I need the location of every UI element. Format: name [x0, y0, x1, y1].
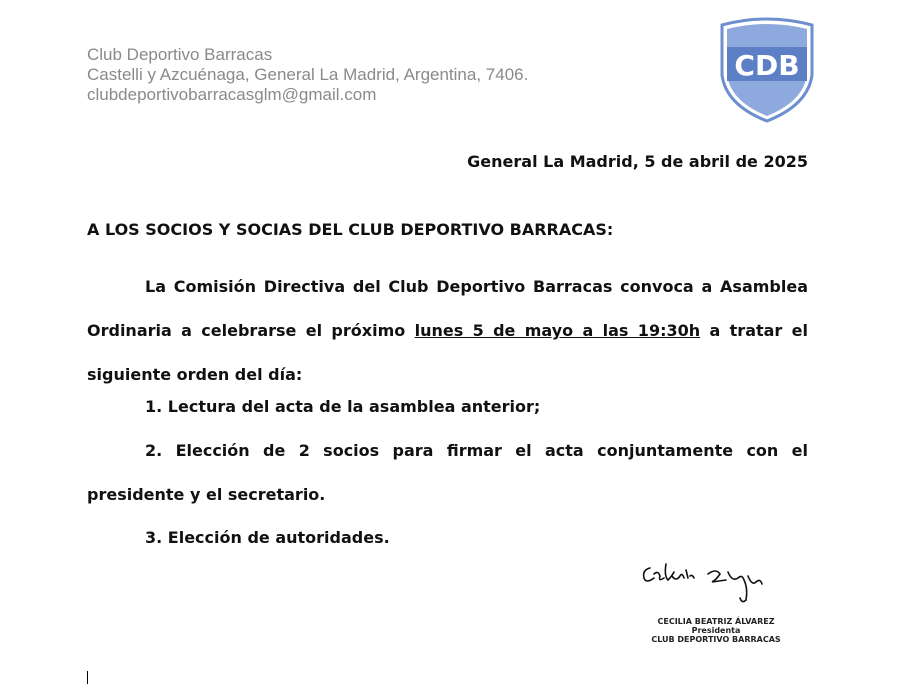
club-logo: [718, 17, 816, 125]
letterhead: [87, 45, 528, 105]
letter-salutation: A LOS SOCIOS Y SOCIAS DEL CLUB DEPORTIVO BARRACAS:: [87, 220, 614, 239]
signer-org: CLUB DEPORTIVO BARRACAS: [651, 635, 781, 644]
handwritten-signature: [636, 556, 786, 612]
signer-role: Presidenta: [691, 626, 741, 635]
sender-email: clubdeportivobarracasglm@gmail.com: [87, 85, 377, 104]
letter-date: General La Madrid, 5 de abril de 2025: [467, 152, 808, 171]
sender-name: Club Deportivo Barracas: [87, 45, 273, 64]
body-text-before: La Comisión Directiva del Club Deportivo Barracas convoca a Asamblea Ordinaria a celebrarse el próximo: [87, 277, 808, 340]
body-text-after: a tratar el siguiente orden del día:: [87, 321, 809, 384]
signer-name: CECILIA BEATRIZ ÁLVAREZ: [657, 617, 775, 626]
sender-address: Castelli y Azcuénaga, General La Madrid, Argentina, 7406.: [87, 65, 529, 84]
letter-body: [87, 265, 808, 397]
agenda-item-1: 1. Lectura del acta de la asamblea anterior;: [145, 397, 541, 416]
agenda-item-3: 3. Elección de autoridades.: [145, 528, 390, 547]
meeting-date-underlined: lunes 5 de mayo a las 19:30h: [414, 321, 701, 340]
text-cursor: [87, 671, 88, 684]
signature-block: [648, 617, 784, 644]
logo-text: CDB: [734, 49, 800, 82]
agenda-item-2: 2. Elección de 2 socios para firmar el acta conjuntamente con el presidente y el secretario.: [87, 441, 808, 504]
